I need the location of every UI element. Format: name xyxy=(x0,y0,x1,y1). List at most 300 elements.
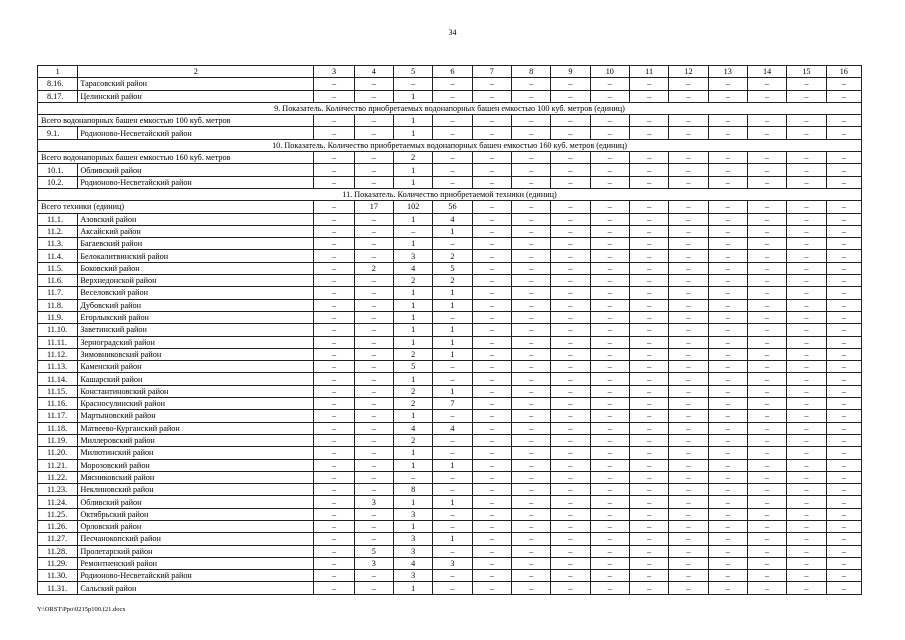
table-row xyxy=(38,250,862,262)
value-cell: – xyxy=(433,311,472,323)
row-number: 11.23. xyxy=(38,484,78,496)
value-cell: – xyxy=(433,508,472,520)
value-cell: – xyxy=(551,398,590,410)
value-cell: – xyxy=(433,176,472,188)
district-name: Азовский район xyxy=(78,213,314,225)
value-cell: – xyxy=(787,90,826,102)
value-cell: – xyxy=(826,238,861,250)
value-cell: – xyxy=(708,213,747,225)
value-cell: – xyxy=(629,361,668,373)
value-cell: 3 xyxy=(354,496,393,508)
value-cell: – xyxy=(826,90,861,102)
value-cell: – xyxy=(590,520,629,532)
value-cell: – xyxy=(747,213,786,225)
value-cell: – xyxy=(511,410,550,422)
value-cell: – xyxy=(629,299,668,311)
value-cell: – xyxy=(669,250,708,262)
value-cell: – xyxy=(669,385,708,397)
value-cell: – xyxy=(433,520,472,532)
value-cell: – xyxy=(511,533,550,545)
value-cell: – xyxy=(747,434,786,446)
value-cell: – xyxy=(511,545,550,557)
value-cell: – xyxy=(551,496,590,508)
value-cell: – xyxy=(354,447,393,459)
value-cell: – xyxy=(354,299,393,311)
table-row xyxy=(38,127,862,139)
value-cell: – xyxy=(669,225,708,237)
value-cell: – xyxy=(747,348,786,360)
value-cell: – xyxy=(551,324,590,336)
value-cell: – xyxy=(669,275,708,287)
district-name: Константиновский район xyxy=(78,385,314,397)
value-cell: 1 xyxy=(433,496,472,508)
total-label: Всего водонапорных башен емкостью 100 куб. метров xyxy=(38,115,314,127)
value-cell: 3 xyxy=(393,508,432,520)
value-cell: – xyxy=(590,459,629,471)
value-cell: – xyxy=(747,385,786,397)
value-cell: – xyxy=(708,361,747,373)
value-cell: 4 xyxy=(393,262,432,274)
value-cell: – xyxy=(590,471,629,483)
column-number-cell: 15 xyxy=(787,66,826,78)
value-cell: – xyxy=(669,398,708,410)
district-name: Обливский район xyxy=(78,496,314,508)
value-cell: – xyxy=(787,213,826,225)
value-cell: – xyxy=(669,262,708,274)
value-cell: – xyxy=(629,422,668,434)
value-cell: – xyxy=(314,447,354,459)
value-cell: – xyxy=(433,115,472,127)
value-cell: – xyxy=(511,213,550,225)
section-heading-row xyxy=(38,102,862,114)
value-cell: – xyxy=(551,582,590,594)
row-number: 10.1. xyxy=(38,164,78,176)
value-cell: – xyxy=(511,361,550,373)
value-cell: – xyxy=(433,90,472,102)
value-cell: – xyxy=(354,78,393,90)
value-cell: – xyxy=(669,127,708,139)
value-cell: – xyxy=(590,176,629,188)
value-cell: – xyxy=(629,496,668,508)
table-row xyxy=(38,78,862,90)
value-cell: – xyxy=(629,164,668,176)
value-cell: – xyxy=(590,447,629,459)
value-cell: – xyxy=(551,201,590,213)
value-cell: – xyxy=(551,373,590,385)
value-cell: – xyxy=(826,422,861,434)
value-cell: – xyxy=(314,238,354,250)
value-cell: 1 xyxy=(433,324,472,336)
value-cell: – xyxy=(354,520,393,532)
value-cell: – xyxy=(629,90,668,102)
value-cell: – xyxy=(354,275,393,287)
table-row xyxy=(38,275,862,287)
value-cell: – xyxy=(354,225,393,237)
value-cell: – xyxy=(314,557,354,569)
value-cell: – xyxy=(511,311,550,323)
value-cell: – xyxy=(314,275,354,287)
value-cell: – xyxy=(826,373,861,385)
value-cell: – xyxy=(708,545,747,557)
value-cell: – xyxy=(747,287,786,299)
value-cell: – xyxy=(629,459,668,471)
district-name: Орловский район xyxy=(78,520,314,532)
value-cell: – xyxy=(708,275,747,287)
value-cell: – xyxy=(669,520,708,532)
value-cell: – xyxy=(629,336,668,348)
value-cell: – xyxy=(472,225,511,237)
value-cell: – xyxy=(433,127,472,139)
value-cell: – xyxy=(747,496,786,508)
value-cell: – xyxy=(314,324,354,336)
value-cell: – xyxy=(472,557,511,569)
value-cell: – xyxy=(354,250,393,262)
district-name: Заветинский район xyxy=(78,324,314,336)
value-cell: – xyxy=(472,545,511,557)
value-cell: – xyxy=(629,508,668,520)
value-cell: 2 xyxy=(393,152,432,164)
value-cell: – xyxy=(314,127,354,139)
value-cell: – xyxy=(472,336,511,348)
table-row xyxy=(38,176,862,188)
value-cell: – xyxy=(590,398,629,410)
value-cell: – xyxy=(669,78,708,90)
value-cell: 1 xyxy=(433,385,472,397)
value-cell: – xyxy=(787,127,826,139)
value-cell: – xyxy=(708,385,747,397)
value-cell: – xyxy=(551,434,590,446)
district-name: Багаевский район xyxy=(78,238,314,250)
value-cell: – xyxy=(669,422,708,434)
value-cell: – xyxy=(551,459,590,471)
value-cell: – xyxy=(511,520,550,532)
value-cell: – xyxy=(747,508,786,520)
table-row xyxy=(38,164,862,176)
value-cell: – xyxy=(551,484,590,496)
table-row xyxy=(38,459,862,471)
value-cell: 2 xyxy=(433,250,472,262)
value-cell: – xyxy=(629,398,668,410)
value-cell: – xyxy=(708,398,747,410)
value-cell: – xyxy=(747,90,786,102)
value-cell: 5 xyxy=(393,361,432,373)
value-cell: – xyxy=(511,127,550,139)
row-number: 11.3. xyxy=(38,238,78,250)
value-cell: – xyxy=(590,336,629,348)
value-cell: – xyxy=(472,398,511,410)
value-cell: 1 xyxy=(393,164,432,176)
value-cell: – xyxy=(472,410,511,422)
value-cell: – xyxy=(314,508,354,520)
row-number: 11.12. xyxy=(38,348,78,360)
value-cell: – xyxy=(629,127,668,139)
value-cell: – xyxy=(747,201,786,213)
value-cell: – xyxy=(826,324,861,336)
value-cell: – xyxy=(551,90,590,102)
value-cell: – xyxy=(629,324,668,336)
table-row xyxy=(38,533,862,545)
value-cell: – xyxy=(354,90,393,102)
value-cell: – xyxy=(708,225,747,237)
value-cell: 1 xyxy=(433,348,472,360)
value-cell: – xyxy=(472,348,511,360)
value-cell: – xyxy=(314,459,354,471)
value-cell: – xyxy=(354,471,393,483)
value-cell: – xyxy=(551,262,590,274)
value-cell: 2 xyxy=(393,275,432,287)
value-cell: – xyxy=(787,287,826,299)
row-number: 11.31. xyxy=(38,582,78,594)
value-cell: – xyxy=(747,238,786,250)
value-cell: – xyxy=(629,385,668,397)
total-row xyxy=(38,115,862,127)
value-cell: 1 xyxy=(393,299,432,311)
value-cell: 3 xyxy=(354,557,393,569)
value-cell: – xyxy=(787,164,826,176)
row-number: 11.24. xyxy=(38,496,78,508)
column-number-cell: 6 xyxy=(433,66,472,78)
value-cell: – xyxy=(629,520,668,532)
row-number: 11.19. xyxy=(38,434,78,446)
district-name: Сальский район xyxy=(78,582,314,594)
value-cell: – xyxy=(708,311,747,323)
district-name: Тарасовский район xyxy=(78,78,314,90)
table-row xyxy=(38,471,862,483)
district-name: Целинский район xyxy=(78,90,314,102)
column-number-cell: 1 xyxy=(38,66,78,78)
value-cell: – xyxy=(511,459,550,471)
row-number: 11.5. xyxy=(38,262,78,274)
value-cell: – xyxy=(551,422,590,434)
value-cell: 1 xyxy=(393,410,432,422)
value-cell: – xyxy=(669,557,708,569)
value-cell: – xyxy=(551,176,590,188)
value-cell: – xyxy=(669,115,708,127)
value-cell: – xyxy=(787,336,826,348)
value-cell: – xyxy=(747,152,786,164)
column-number-cell: 3 xyxy=(314,66,354,78)
value-cell: – xyxy=(472,385,511,397)
value-cell: – xyxy=(393,471,432,483)
section-heading: 11. Показатель. Количество приобретаемой техники (единиц) xyxy=(38,188,862,200)
value-cell: – xyxy=(590,275,629,287)
value-cell: – xyxy=(511,434,550,446)
value-cell: – xyxy=(472,164,511,176)
value-cell: – xyxy=(590,361,629,373)
value-cell: – xyxy=(511,238,550,250)
district-name: Песчанокопский район xyxy=(78,533,314,545)
district-name: Веселовский район xyxy=(78,287,314,299)
table-body xyxy=(38,66,862,595)
value-cell: – xyxy=(826,570,861,582)
value-cell: – xyxy=(314,398,354,410)
value-cell: – xyxy=(354,152,393,164)
value-cell: 1 xyxy=(393,496,432,508)
column-number-cell: 14 xyxy=(747,66,786,78)
value-cell: – xyxy=(314,496,354,508)
value-cell: – xyxy=(787,484,826,496)
value-cell: – xyxy=(787,508,826,520)
column-number-cell: 5 xyxy=(393,66,432,78)
district-name: Октябрьский район xyxy=(78,508,314,520)
value-cell: – xyxy=(708,127,747,139)
value-cell: – xyxy=(354,213,393,225)
value-cell: – xyxy=(472,533,511,545)
value-cell: – xyxy=(472,299,511,311)
value-cell: – xyxy=(590,78,629,90)
value-cell: 1 xyxy=(433,287,472,299)
footer-file-path: Y:\ORST\Ppo\0215p100.f21.docx xyxy=(37,606,126,613)
value-cell: – xyxy=(354,361,393,373)
value-cell: – xyxy=(551,213,590,225)
value-cell: – xyxy=(787,238,826,250)
value-cell: – xyxy=(511,201,550,213)
value-cell: – xyxy=(826,471,861,483)
value-cell: 7 xyxy=(433,398,472,410)
value-cell: – xyxy=(590,213,629,225)
value-cell: – xyxy=(747,484,786,496)
district-name: Боковский район xyxy=(78,262,314,274)
value-cell: 1 xyxy=(433,459,472,471)
value-cell: – xyxy=(511,447,550,459)
value-cell: – xyxy=(669,164,708,176)
value-cell: – xyxy=(787,152,826,164)
value-cell: – xyxy=(314,545,354,557)
value-cell: – xyxy=(472,459,511,471)
value-cell: – xyxy=(393,225,432,237)
value-cell: – xyxy=(511,299,550,311)
value-cell: – xyxy=(314,225,354,237)
value-cell: – xyxy=(590,373,629,385)
value-cell: – xyxy=(590,348,629,360)
value-cell: 5 xyxy=(354,545,393,557)
value-cell: – xyxy=(551,225,590,237)
value-cell: – xyxy=(826,299,861,311)
value-cell: – xyxy=(629,287,668,299)
value-cell: – xyxy=(669,533,708,545)
value-cell: – xyxy=(826,225,861,237)
value-cell: – xyxy=(314,533,354,545)
value-cell: – xyxy=(511,115,550,127)
value-cell: – xyxy=(354,348,393,360)
value-cell: – xyxy=(826,336,861,348)
value-cell: – xyxy=(747,459,786,471)
value-cell: – xyxy=(826,250,861,262)
value-cell: – xyxy=(787,410,826,422)
table-row xyxy=(38,90,862,102)
value-cell: 3 xyxy=(393,250,432,262)
value-cell: – xyxy=(590,582,629,594)
value-cell: – xyxy=(511,348,550,360)
value-cell: – xyxy=(747,398,786,410)
row-number: 11.20. xyxy=(38,447,78,459)
value-cell: – xyxy=(787,324,826,336)
value-cell: – xyxy=(511,496,550,508)
value-cell: – xyxy=(472,422,511,434)
value-cell: – xyxy=(551,447,590,459)
column-number-cell: 2 xyxy=(78,66,314,78)
column-number-cell: 4 xyxy=(354,66,393,78)
value-cell: – xyxy=(826,127,861,139)
value-cell: – xyxy=(708,496,747,508)
value-cell: – xyxy=(787,262,826,274)
column-number-cell: 12 xyxy=(669,66,708,78)
value-cell: – xyxy=(472,324,511,336)
value-cell: – xyxy=(747,410,786,422)
value-cell: – xyxy=(708,373,747,385)
value-cell: 1 xyxy=(393,176,432,188)
table-row xyxy=(38,262,862,274)
value-cell: – xyxy=(314,348,354,360)
value-cell: – xyxy=(787,582,826,594)
value-cell: – xyxy=(787,570,826,582)
value-cell: – xyxy=(511,582,550,594)
value-cell: – xyxy=(787,545,826,557)
value-cell: – xyxy=(669,176,708,188)
value-cell: – xyxy=(708,348,747,360)
district-name: Милютинский район xyxy=(78,447,314,459)
value-cell: 5 xyxy=(433,262,472,274)
value-cell: – xyxy=(511,152,550,164)
value-cell: – xyxy=(314,385,354,397)
value-cell: – xyxy=(551,164,590,176)
value-cell: – xyxy=(551,311,590,323)
value-cell: – xyxy=(472,127,511,139)
value-cell: – xyxy=(629,447,668,459)
value-cell: – xyxy=(629,373,668,385)
value-cell: – xyxy=(472,496,511,508)
value-cell: – xyxy=(511,164,550,176)
value-cell: 1 xyxy=(393,213,432,225)
value-cell: 3 xyxy=(393,545,432,557)
value-cell: 1 xyxy=(393,336,432,348)
value-cell: – xyxy=(747,225,786,237)
value-cell: – xyxy=(354,508,393,520)
table-row xyxy=(38,238,862,250)
value-cell: – xyxy=(433,78,472,90)
value-cell: – xyxy=(314,336,354,348)
value-cell: – xyxy=(354,176,393,188)
value-cell: – xyxy=(472,201,511,213)
value-cell: – xyxy=(629,176,668,188)
value-cell: – xyxy=(629,545,668,557)
value-cell: – xyxy=(787,275,826,287)
section-heading-row xyxy=(38,188,862,200)
row-number: 11.29. xyxy=(38,557,78,569)
value-cell: – xyxy=(708,447,747,459)
value-cell: – xyxy=(354,570,393,582)
value-cell: – xyxy=(590,508,629,520)
value-cell: – xyxy=(472,471,511,483)
value-cell: – xyxy=(787,471,826,483)
value-cell: – xyxy=(787,115,826,127)
value-cell: – xyxy=(826,262,861,274)
value-cell: – xyxy=(747,545,786,557)
value-cell: – xyxy=(354,533,393,545)
value-cell: – xyxy=(826,201,861,213)
value-cell: – xyxy=(826,545,861,557)
table-row xyxy=(38,484,862,496)
table-row xyxy=(38,410,862,422)
value-cell: 2 xyxy=(393,348,432,360)
row-number: 11.13. xyxy=(38,361,78,373)
value-cell: – xyxy=(629,213,668,225)
value-cell: – xyxy=(708,582,747,594)
value-cell: – xyxy=(472,508,511,520)
district-name: Зимовниковский район xyxy=(78,348,314,360)
value-cell: – xyxy=(551,557,590,569)
row-number: 11.30. xyxy=(38,570,78,582)
